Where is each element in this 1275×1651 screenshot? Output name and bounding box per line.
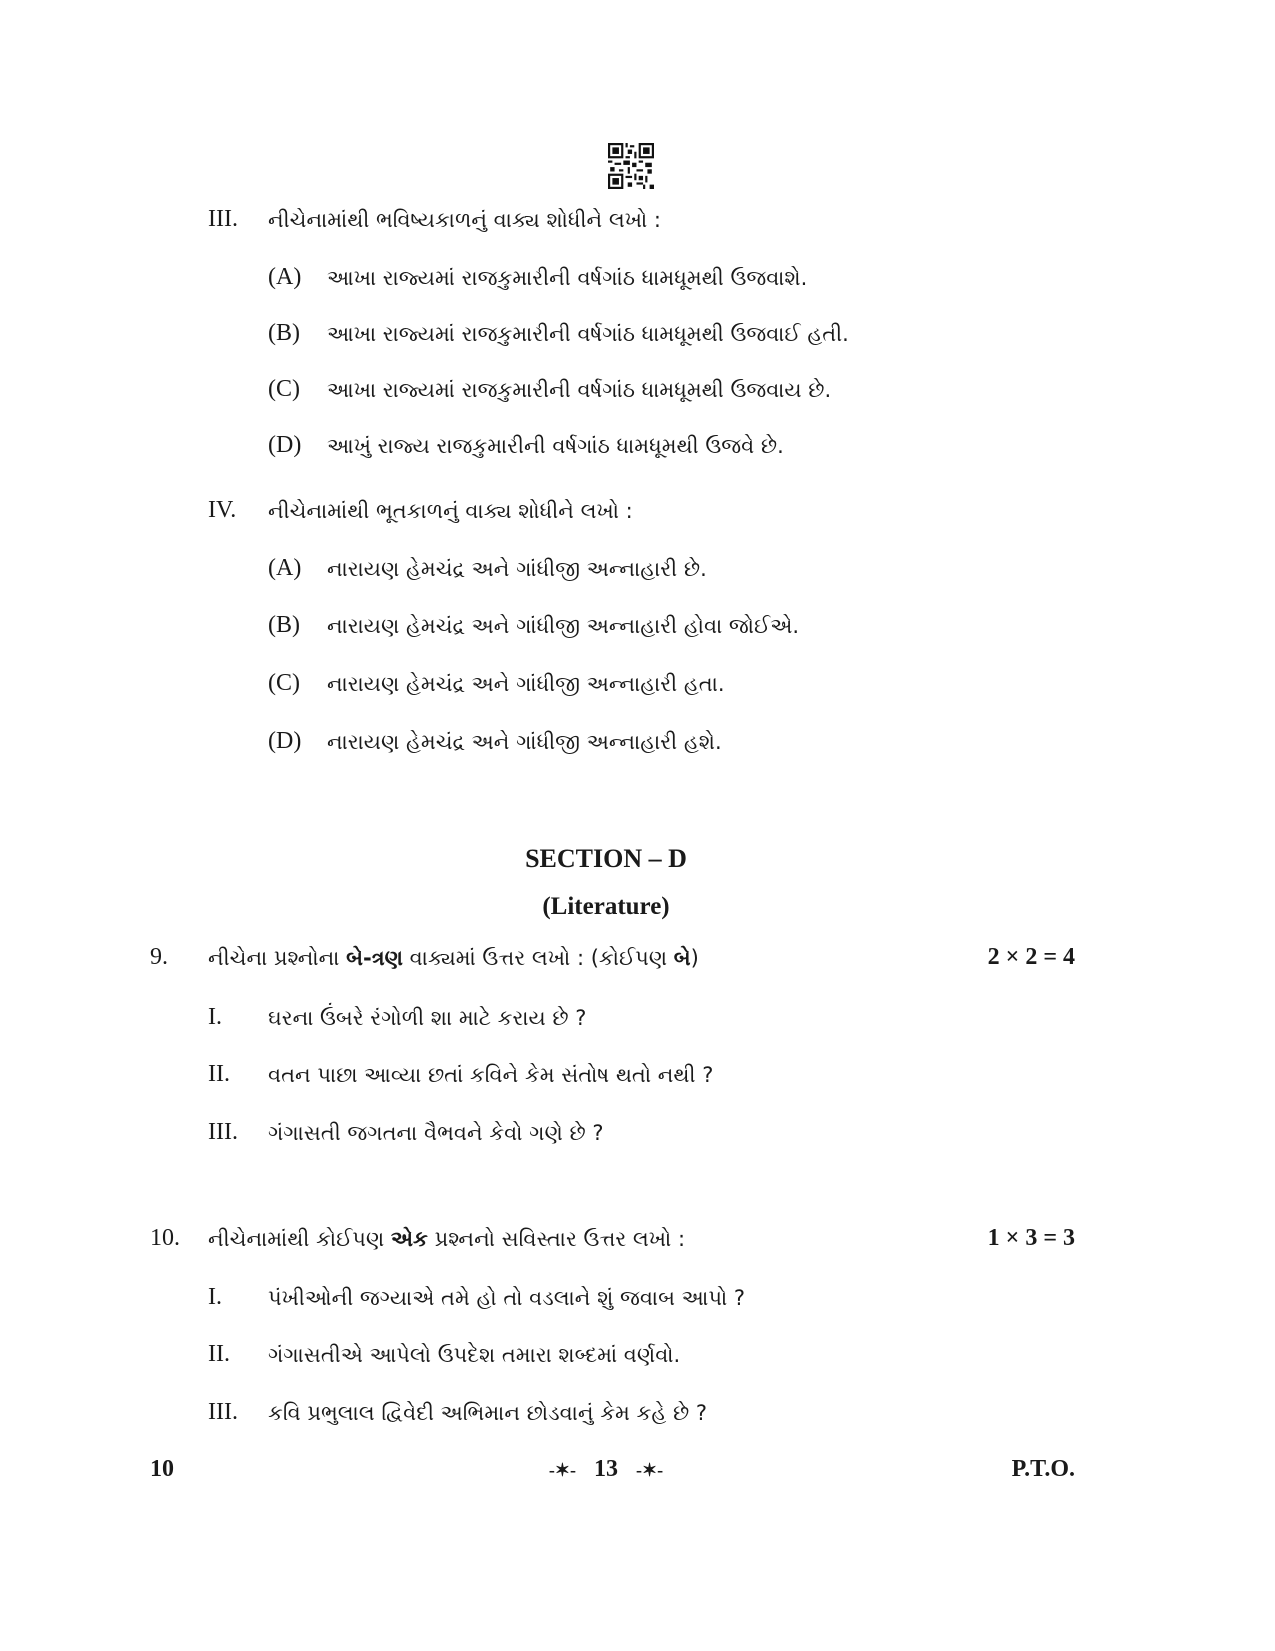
option-label: (B) (268, 612, 300, 638)
question-iv-label: IV. (208, 497, 237, 523)
option-text: આખા રાજ્યમાં રાજકુમારીની વર્ષગાંઠ ધામધૂમથી ઉજવાઈ હતી. (327, 322, 849, 346)
sub-question-label: II. (208, 1341, 230, 1367)
sub-question-text: ગંગાસતી જગતના વૈભવને કેવો ગણે છે ? (268, 1121, 604, 1145)
question-10-prompt: નીચેનામાંથી કોઈપણ એક પ્રશ્નનો સવિસ્તાર ઉત્તર લખો : (208, 1227, 686, 1251)
option-text: નારાયણ હેમચંદ્ર અને ગાંધીજી અન્નાહારી હતા. (327, 672, 725, 696)
footer-code: 10 (150, 1456, 174, 1482)
option-label: (C) (268, 670, 300, 696)
question-9-number: 9. (150, 944, 168, 970)
option-text: નારાયણ હેમચંદ્ર અને ગાંધીજી અન્નાહારી હશે. (327, 730, 722, 754)
sub-question-label: II. (208, 1061, 230, 1087)
qr-code (608, 143, 654, 189)
option-label: (C) (268, 376, 300, 402)
sub-question-label: I. (208, 1004, 222, 1030)
option-label: (B) (268, 320, 300, 346)
option-text: આખું રાજ્ય રાજકુમારીની વર્ષગાંઠ ધામધૂમથી ઉજવે છે. (327, 434, 784, 458)
option-label: (A) (268, 264, 302, 290)
sub-question-label: III. (208, 1119, 238, 1145)
option-text: આખા રાજ્યમાં રાજકુમારીની વર્ષગાંઠ ધામધૂમથી ઉજવાય છે. (327, 378, 832, 402)
question-10-marks: 1 × 3 = 3 (987, 1225, 1075, 1251)
section-subtitle: (Literature) (542, 893, 670, 920)
question-iii-label: III. (208, 206, 238, 232)
question-iv-prompt: નીચેનામાંથી ભૂતકાળનું વાક્ય શોધીને લખો : (268, 499, 633, 523)
question-9-marks: 2 × 2 = 4 (987, 944, 1075, 970)
page-number: 13 (594, 1456, 618, 1482)
option-label: (A) (268, 555, 302, 581)
option-text: નારાયણ હેમચંદ્ર અને ગાંધીજી અન્નાહારી છે. (327, 557, 707, 581)
sub-question-text: ગંગાસતીએ આપેલો ઉપદેશ તમારા શબ્દમાં વર્ણવો. (268, 1343, 681, 1367)
sub-question-label: I. (208, 1284, 222, 1310)
sub-question-text: કવિ પ્રભુલાલ દ્વિવેદી અભિમાન છોડવાનું કેમ કહે છે ? (268, 1401, 708, 1425)
sub-question-text: ઘરના ઉંબરે રંગોળી શા માટે કરાય છે ? (268, 1006, 587, 1030)
ornament-right-icon: -✶- (636, 1460, 664, 1480)
section-title: SECTION – D (525, 844, 687, 873)
question-iii-prompt: નીચેનામાંથી ભવિષ્યકાળનું વાક્ય શોધીને લખો : (268, 208, 661, 232)
option-text: આખા રાજ્યમાં રાજકુમારીની વર્ષગાંઠ ધામધૂમથી ઉજવાશે. (327, 266, 808, 290)
sub-question-text: વતન પાછા આવ્યા છતાં કવિને કેમ સંતોષ થતો નથી ? (268, 1063, 714, 1087)
option-label: (D) (268, 432, 302, 458)
sub-question-text: પંખીઓની જગ્યાએ તમે હો તો વડલાને શું જવાબ આપો ? (268, 1286, 746, 1310)
ornament-left-icon: -✶- (548, 1460, 576, 1480)
pto-label: P.T.O. (1011, 1456, 1075, 1482)
question-10-number: 10. (150, 1225, 180, 1251)
option-label: (D) (268, 728, 302, 754)
option-text: નારાયણ હેમચંદ્ર અને ગાંધીજી અન્નાહારી હોવા જોઈએ. (327, 614, 800, 638)
question-9-prompt: નીચેના પ્રશ્નોના બે-ત્રણ વાક્યમાં ઉત્તર લખો : (કોઈપણ બે) (208, 946, 699, 970)
sub-question-label: III. (208, 1399, 238, 1425)
